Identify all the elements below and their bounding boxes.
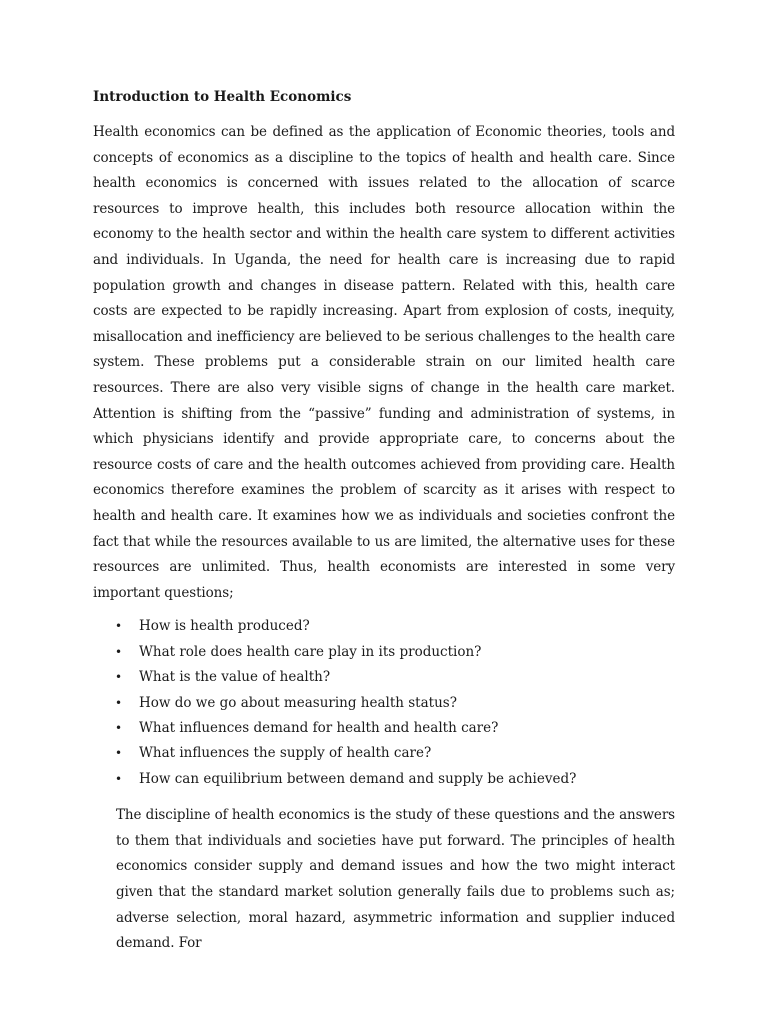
- bullet-icon: •: [115, 644, 123, 659]
- list-item-text: What influences the supply of health care?: [139, 745, 432, 762]
- list-item: [93, 640, 675, 665]
- list-item: [93, 741, 675, 766]
- bullet-icon: •: [115, 720, 123, 735]
- list-item-text: What role does health care play in its production?: [139, 643, 482, 660]
- document-title: Introduction to Health Economics: [93, 89, 352, 105]
- closing-paragraph: The discipline of health economics is the study of these questions and the answers to them that individuals and societies have put forward. The principles of health economics consider supply and demand issues and how the two might interact given that the standard market solution generally fails due to problems such as; adverse selection, moral hazard, asymmetric information and supplier induced demand. For: [116, 807, 675, 952]
- bullet-icon: •: [115, 746, 123, 761]
- list-item: [93, 716, 675, 741]
- list-item: [93, 691, 675, 716]
- list-item: [93, 767, 675, 792]
- document-page: [93, 88, 675, 957]
- list-item-text: What influences demand for health and health care?: [139, 719, 499, 736]
- list-item: [93, 614, 675, 639]
- intro-paragraph: Health economics can be defined as the application of Economic theories, tools and concepts of economics as a discipline to the topics of health and health care. Since health economics is concerned with issues related to the allocation of scarce resources to improve health, this includes both resource allocation within the economy to the health sector and within the health care system to different activities and individuals. In Uganda, the need for health care is increasing due to rapid population growth and changes in disease pattern. Related with this, health care costs are expected to be rapidly increasing. Apart from explosion of costs, inequity, misallocation and inefficiency are believed to be serious challenges to the health care system. These problems put a considerable strain on our limited health care resources. There are also very visible signs of change in the health care market. Attention is shifting from the “passive” funding and administration of systems, in which physicians identify and provide appropriate care, to concerns about the resource costs of care and the health outcomes achieved from providing care. Health economics therefore examines the problem of scarcity as it arises with respect to health and health care. It examines how we as individuals and societies confront the fact that while the resources available to us are limited, the alternative uses for these resources are unlimited. Thus, health economists are interested in some very important questions;: [93, 124, 675, 601]
- list-item: [93, 665, 675, 690]
- bullet-icon: •: [115, 695, 123, 710]
- list-item-text: How can equilibrium between demand and supply be achieved?: [139, 770, 577, 787]
- list-item-text: What is the value of health?: [139, 669, 331, 686]
- bullet-icon: •: [115, 771, 123, 786]
- bullet-icon: •: [115, 670, 123, 685]
- bullet-icon: •: [115, 619, 123, 634]
- list-item-text: How do we go about measuring health status?: [139, 694, 457, 711]
- questions-list: [93, 614, 675, 792]
- list-item-text: How is health produced?: [139, 618, 310, 635]
